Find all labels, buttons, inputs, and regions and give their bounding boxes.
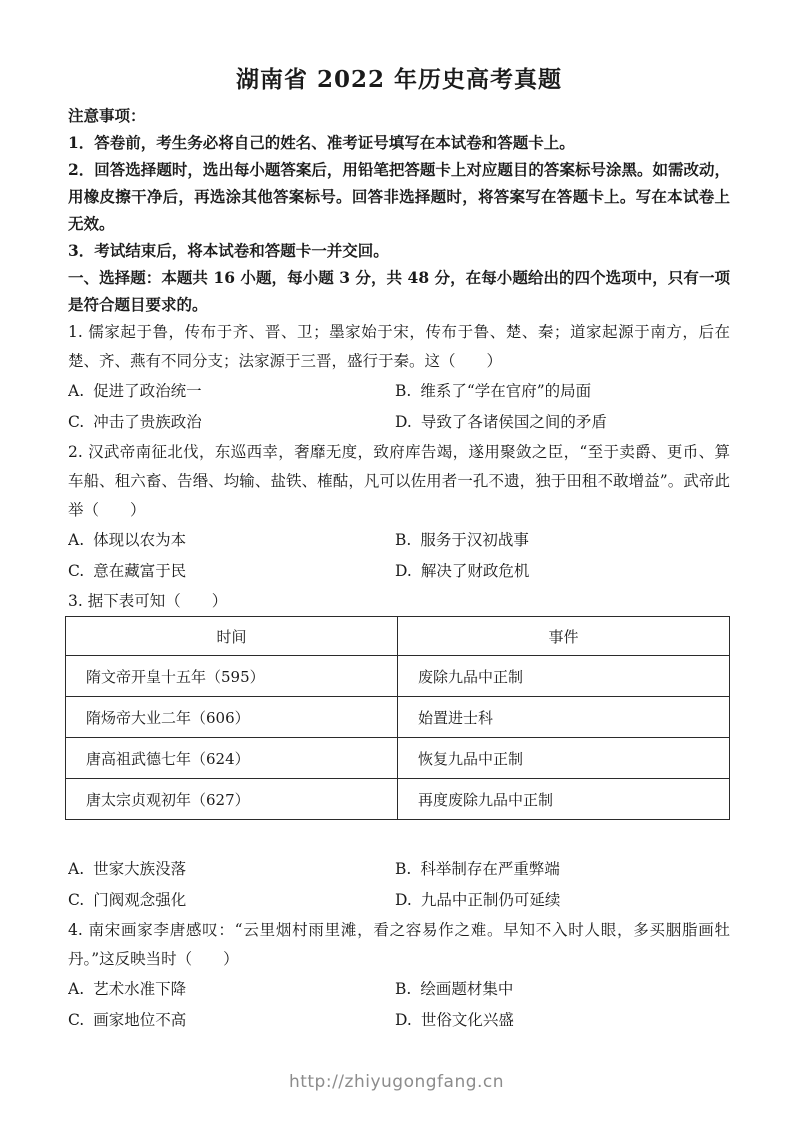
- option-label: C.: [68, 562, 85, 580]
- option-label: A.: [68, 531, 85, 549]
- question-1-option-c: [68, 407, 395, 438]
- option-label: D.: [395, 891, 412, 909]
- exam-table: [65, 616, 730, 820]
- option-text: 意在藏富于民: [93, 562, 187, 580]
- notice-section: [68, 102, 730, 318]
- option-label: D.: [395, 1011, 412, 1029]
- question-2-option-d: [395, 556, 730, 587]
- table-cell-time: 唐高祖武德七年（624）: [66, 738, 398, 779]
- option-text: 绘画题材集中: [420, 980, 514, 998]
- table-cell-event: 再度废除九品中正制: [398, 779, 730, 820]
- question-2-option-a: [68, 525, 395, 556]
- option-label: C.: [68, 413, 85, 431]
- option-label: C.: [68, 1011, 85, 1029]
- question-4-option-d: [395, 1005, 730, 1036]
- question-3-option-d: [395, 885, 730, 916]
- question-4-option-a: [68, 974, 395, 1005]
- table-row: [66, 697, 730, 738]
- option-label: B.: [395, 980, 412, 998]
- option-text: 促进了政治统一: [93, 382, 202, 400]
- question-2-stem: 2. 汉武帝南征北伐，东巡西幸，奢靡无度，致府库告竭，遂用聚敛之臣，“至于卖爵、更币、算车船、租六畜、告缗、均输、盐铁、榷酤，凡可以佐用者一孔不遗，独于田租不敢增益”。武帝此举（ ）: [68, 443, 730, 519]
- notice-item-2: 2．回答选择题时，选出每小题答案后，用铅笔把答题卡上对应题目的答案标号涂黑。如需改动，用橡皮擦干净后，再选涂其他答案标号。回答非选择题时，将答案写在答题卡上。写在本试卷上无效。: [68, 160, 730, 233]
- question-1-stem: 1. 儒家起于鲁，传布于齐、晋、卫；墨家始于宋，传布于鲁、楚、秦；道家起源于南方，后在楚、齐、燕有不同分支；法家源于三晋，盛行于秦。这（ ）: [68, 323, 730, 370]
- table-cell-event: 废除九品中正制: [398, 656, 730, 697]
- table-header-row: [66, 617, 730, 656]
- option-text: 导致了各诸侯国之间的矛盾: [420, 413, 607, 431]
- table-cell-time: 隋文帝开皇十五年（595）: [66, 656, 398, 697]
- option-text: 门阀观念强化: [93, 891, 187, 909]
- option-label: A.: [68, 980, 85, 998]
- question-3-option-c: [68, 885, 395, 916]
- question-2-option-c: [68, 556, 395, 587]
- notice-heading: 注意事项：: [68, 106, 146, 125]
- question-4-option-c: [68, 1005, 395, 1036]
- option-text: 九品中正制仍可延续: [420, 891, 561, 909]
- option-label: B.: [395, 382, 412, 400]
- question-3-options: [68, 854, 730, 916]
- page-title: 湖南省 2022 年历史高考真题: [235, 66, 563, 93]
- footer-url: http://zhiyugongfang.cn: [288, 1072, 505, 1092]
- section-heading: 一、选择题：本题共 16 小题，每小题 3 分，共 48 分，在每小题给出的四个选项中，只有一项是符合题目要求的。: [68, 268, 730, 314]
- option-text: 维系了“学在官府”的局面: [420, 382, 592, 400]
- option-text: 世俗文化兴盛: [420, 1011, 514, 1029]
- option-label: A.: [68, 382, 85, 400]
- question-1-option-d: [395, 407, 730, 438]
- option-text: 画家地位不高: [93, 1011, 187, 1029]
- table-cell-time: 隋炀帝大业二年（606）: [66, 697, 398, 738]
- question-4-option-b: [395, 974, 730, 1005]
- table-cell-time: 唐太宗贞观初年（627）: [66, 779, 398, 820]
- option-label: B.: [395, 531, 412, 549]
- question-3: [68, 587, 730, 916]
- question-2-option-b: [395, 525, 730, 556]
- table-cell-event: 恢复九品中正制: [398, 738, 730, 779]
- option-label: D.: [395, 562, 412, 580]
- question-2: [68, 438, 730, 587]
- question-1-options: [68, 376, 730, 438]
- table-row: [66, 779, 730, 820]
- option-text: 体现以农为本: [93, 531, 187, 549]
- option-label: B.: [395, 860, 412, 878]
- option-label: D.: [395, 413, 412, 431]
- option-text: 服务于汉初战事: [420, 531, 529, 549]
- option-text: 科举制存在严重弊端: [420, 860, 560, 878]
- option-text: 冲击了贵族政治: [93, 413, 202, 431]
- table-header-time: 时间: [66, 617, 398, 656]
- option-text: 解决了财政危机: [420, 562, 530, 580]
- question-3-stem: 3. 据下表可知（ ）: [68, 592, 228, 610]
- question-4-options: [68, 974, 730, 1036]
- table-row: [66, 656, 730, 697]
- question-3-option-b: [395, 854, 730, 885]
- table-cell-event: 始置进士科: [398, 697, 730, 738]
- table-header-event: 事件: [398, 617, 730, 656]
- notice-item-1: 1．答卷前，考生务必将自己的姓名、准考证号填写在本试卷和答题卡上。: [68, 133, 575, 152]
- question-4: [68, 916, 730, 1036]
- notice-item-3: 3．考试结束后，将本试卷和答题卡一并交回。: [68, 241, 389, 260]
- option-label: A.: [68, 860, 85, 878]
- question-1: [68, 318, 730, 438]
- option-text: 艺术水准下降: [93, 980, 187, 998]
- option-text: 世家大族没落: [93, 860, 187, 878]
- question-4-stem: 4. 南宋画家李唐感叹：“云里烟村雨里滩，看之容易作之难。早知不入时人眼，多买胭脂画牡丹。”这反映当时（ ）: [68, 921, 730, 968]
- question-2-options: [68, 525, 730, 587]
- question-1-option-a: [68, 376, 395, 407]
- question-3-option-a: [68, 854, 395, 885]
- table-row: [66, 738, 730, 779]
- question-1-option-b: [395, 376, 730, 407]
- option-label: C.: [68, 891, 85, 909]
